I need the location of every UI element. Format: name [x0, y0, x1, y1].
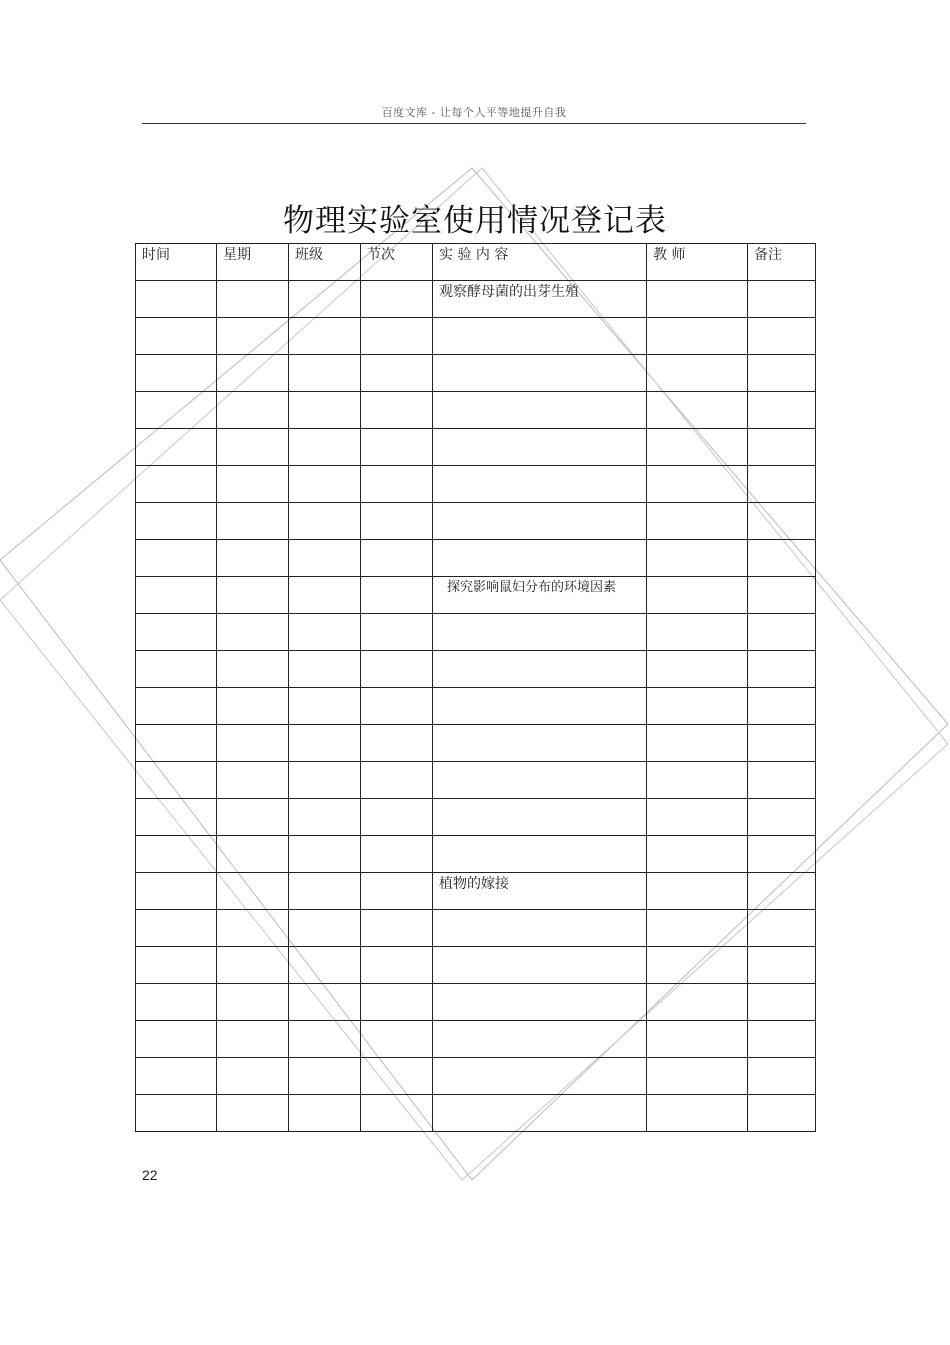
- table-cell: [136, 688, 217, 725]
- table-cell: 观察酵母菌的出芽生殖: [433, 281, 647, 318]
- table-cell: [361, 910, 433, 947]
- table-cell: [748, 392, 816, 429]
- table-cell: [136, 281, 217, 318]
- table-cell: [647, 688, 748, 725]
- table-cell: [136, 318, 217, 355]
- table-cell: [136, 429, 217, 466]
- table-cell: [361, 577, 433, 614]
- table-cell: [361, 1058, 433, 1095]
- table-cell: [136, 910, 217, 947]
- table-cell: [217, 762, 289, 799]
- table-cell: [433, 503, 647, 540]
- table-cell: [289, 799, 361, 836]
- table-cell: [289, 466, 361, 503]
- table-row: [136, 725, 816, 762]
- table-cell: [217, 466, 289, 503]
- table-cell: [361, 651, 433, 688]
- table-cell: [361, 984, 433, 1021]
- table-cell: [433, 799, 647, 836]
- table-row: [136, 688, 816, 725]
- table-cell: [433, 355, 647, 392]
- table-row: [136, 799, 816, 836]
- table-cell: [748, 429, 816, 466]
- table-cell: [433, 1058, 647, 1095]
- table-cell: [136, 1058, 217, 1095]
- table-cell: [289, 1058, 361, 1095]
- table-cell: [647, 429, 748, 466]
- header-divider: [142, 123, 806, 124]
- table-cell: [361, 762, 433, 799]
- table-row: [136, 984, 816, 1021]
- table-cell: [361, 873, 433, 910]
- table-cell: [361, 281, 433, 318]
- table-cell: [289, 614, 361, 651]
- table-cell: [289, 503, 361, 540]
- table-row: [136, 429, 816, 466]
- table-row: [136, 614, 816, 651]
- table-cell: [433, 540, 647, 577]
- table-cell: [289, 910, 361, 947]
- table-cell: [289, 651, 361, 688]
- table-cell: [289, 947, 361, 984]
- table-row: [136, 836, 816, 873]
- table-cell: 植物的嫁接: [433, 873, 647, 910]
- table-cell: [748, 947, 816, 984]
- table-cell: [748, 688, 816, 725]
- table-cell: [136, 1021, 217, 1058]
- table-cell: [217, 1095, 289, 1132]
- table-cell: [748, 281, 816, 318]
- table-cell: [647, 984, 748, 1021]
- table-row: [136, 1058, 816, 1095]
- table-cell: [647, 873, 748, 910]
- table-cell: [748, 762, 816, 799]
- table-cell: [361, 1021, 433, 1058]
- table-row: [136, 577, 816, 614]
- table-cell: [748, 614, 816, 651]
- table-cell: [433, 762, 647, 799]
- table-cell: [361, 1095, 433, 1132]
- page-number: 22: [142, 1167, 158, 1183]
- table-cell: [217, 688, 289, 725]
- table-cell: [433, 318, 647, 355]
- table-cell: [217, 910, 289, 947]
- table-cell: [361, 503, 433, 540]
- table-cell: [647, 577, 748, 614]
- table-cell: [433, 651, 647, 688]
- table-cell: [647, 651, 748, 688]
- table-row: [136, 540, 816, 577]
- table-cell: [289, 392, 361, 429]
- table-cell: [748, 799, 816, 836]
- table-cell: [289, 355, 361, 392]
- table-cell: [748, 503, 816, 540]
- table-cell: [647, 1021, 748, 1058]
- table-cell: [136, 799, 217, 836]
- table-cell: [136, 1095, 217, 1132]
- column-header-experiment: 实 验 内 容: [433, 244, 647, 281]
- column-header-remarks: 备注: [748, 244, 816, 281]
- table-cell: [217, 355, 289, 392]
- table-cell: [136, 873, 217, 910]
- table-cell: [289, 1095, 361, 1132]
- table-cell: [433, 392, 647, 429]
- table-cell: [361, 688, 433, 725]
- table-cell: [748, 873, 816, 910]
- table-cell: [136, 355, 217, 392]
- table-cell: [217, 1021, 289, 1058]
- table-cell: [748, 540, 816, 577]
- table-cell: [361, 318, 433, 355]
- table-cell: [136, 947, 217, 984]
- table-cell: [217, 540, 289, 577]
- table-cell: [217, 503, 289, 540]
- table-cell: [433, 688, 647, 725]
- table-cell: [647, 1058, 748, 1095]
- table-cell: [433, 466, 647, 503]
- table-cell: [647, 540, 748, 577]
- table-cell: [647, 799, 748, 836]
- table-cell: [136, 762, 217, 799]
- table-row: [136, 318, 816, 355]
- column-header-class: 班级: [289, 244, 361, 281]
- table-cell: [217, 799, 289, 836]
- table-cell: [289, 725, 361, 762]
- table-cell: [289, 836, 361, 873]
- table-row: [136, 1095, 816, 1132]
- table-row: [136, 392, 816, 429]
- table-cell: [647, 836, 748, 873]
- document-title: 物理实验室使用情况登记表: [283, 203, 667, 239]
- table-cell: [361, 355, 433, 392]
- table-cell: [289, 318, 361, 355]
- table-cell: [217, 281, 289, 318]
- table-cell: [433, 947, 647, 984]
- table-cell: [217, 873, 289, 910]
- table-cell: [647, 503, 748, 540]
- table-cell: [217, 984, 289, 1021]
- page-header: 百度文库 - 让每个人平等地提升自我: [381, 106, 567, 119]
- table-cell: [748, 1095, 816, 1132]
- table-cell: [136, 540, 217, 577]
- table-cell: [217, 1058, 289, 1095]
- table-cell: [217, 614, 289, 651]
- table-cell: [289, 1021, 361, 1058]
- table-cell: [289, 577, 361, 614]
- table-cell: [748, 984, 816, 1021]
- table-cell: [361, 614, 433, 651]
- table-cell: [361, 392, 433, 429]
- table-cell: [289, 540, 361, 577]
- table-cell: [748, 577, 816, 614]
- table-cell: [136, 614, 217, 651]
- table-cell: [647, 614, 748, 651]
- table-cell: [647, 1095, 748, 1132]
- table-cell: [136, 577, 217, 614]
- table-cell: [217, 725, 289, 762]
- table-row: [136, 1021, 816, 1058]
- table-cell: [136, 503, 217, 540]
- table-cell: [647, 725, 748, 762]
- column-header-period: 节次: [361, 244, 433, 281]
- table-row: [136, 355, 816, 392]
- table-cell: [217, 392, 289, 429]
- table-cell: [647, 318, 748, 355]
- table-cell: [136, 984, 217, 1021]
- table-row: [136, 762, 816, 799]
- table-cell: [748, 725, 816, 762]
- table-cell: [647, 281, 748, 318]
- table-cell: [748, 318, 816, 355]
- table-cell: [748, 836, 816, 873]
- table-cell: [289, 762, 361, 799]
- table-cell: [217, 651, 289, 688]
- table-header-row: [136, 244, 816, 281]
- table-cell: [748, 355, 816, 392]
- table-cell: [433, 984, 647, 1021]
- table-cell: [748, 651, 816, 688]
- table-cell: [647, 466, 748, 503]
- lab-usage-table: [135, 243, 816, 1132]
- table-cell: [647, 947, 748, 984]
- table-cell: [361, 836, 433, 873]
- table-cell: [361, 725, 433, 762]
- table-cell: [647, 392, 748, 429]
- table-row: [136, 910, 816, 947]
- table-cell: [136, 836, 217, 873]
- column-header-weekday: 星期: [217, 244, 289, 281]
- table-row: [136, 503, 816, 540]
- column-header-teacher: 教 师: [647, 244, 748, 281]
- table-cell: [136, 392, 217, 429]
- table-cell: [433, 1095, 647, 1132]
- table-cell: [647, 355, 748, 392]
- table-cell: [748, 1021, 816, 1058]
- table-cell: [433, 725, 647, 762]
- table-cell: [647, 910, 748, 947]
- table-row: [136, 947, 816, 984]
- table-cell: [217, 836, 289, 873]
- table-cell: 探究影响鼠妇分布的环境因素: [433, 577, 647, 614]
- table-cell: [433, 836, 647, 873]
- table-cell: [289, 984, 361, 1021]
- table-cell: [748, 1058, 816, 1095]
- table-row: [136, 873, 816, 910]
- table-cell: [647, 762, 748, 799]
- table-cell: [433, 910, 647, 947]
- table-cell: [136, 725, 217, 762]
- table-cell: [361, 947, 433, 984]
- table-cell: [289, 873, 361, 910]
- table-cell: [217, 947, 289, 984]
- table-cell: [136, 466, 217, 503]
- table-cell: [361, 799, 433, 836]
- table-cell: [361, 540, 433, 577]
- table-cell: [748, 910, 816, 947]
- table-cell: [289, 429, 361, 466]
- table-cell: [217, 318, 289, 355]
- table-cell: [217, 577, 289, 614]
- table-cell: [136, 651, 217, 688]
- column-header-time: 时间: [136, 244, 217, 281]
- table-cell: [289, 281, 361, 318]
- table-cell: [289, 688, 361, 725]
- table-row: [136, 466, 816, 503]
- table-cell: [748, 466, 816, 503]
- table-cell: [361, 429, 433, 466]
- table-row: [136, 281, 816, 318]
- table-cell: [433, 429, 647, 466]
- table-cell: [433, 1021, 647, 1058]
- table-row: [136, 651, 816, 688]
- table-cell: [433, 614, 647, 651]
- table-cell: [361, 466, 433, 503]
- table-cell: [217, 429, 289, 466]
